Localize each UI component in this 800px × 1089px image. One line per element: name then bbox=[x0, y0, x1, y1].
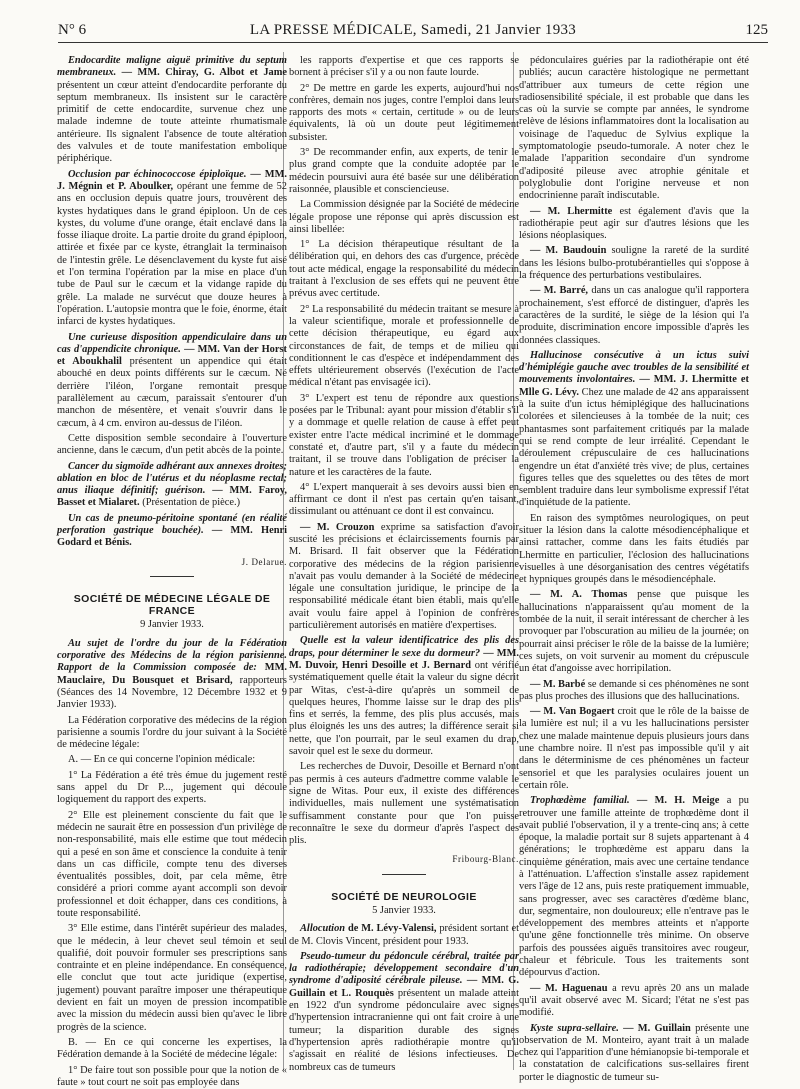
section-date: 5 Janvier 1933. bbox=[372, 905, 436, 916]
paragraph bbox=[57, 638, 287, 712]
paragraph bbox=[519, 795, 749, 979]
paragraph bbox=[289, 482, 519, 519]
item-title: Cancer du sigmoïde adhérant aux annexes droites; ablation en bloc de l'utérus et du néoplasme rectal; anus iliaque définitif; guérison. bbox=[57, 460, 287, 497]
paragraph-text: 4° L'expert manquerait à ses devoirs aussi bien en affirmant ce dont il n'est pas certain qu'en taisant, dissimulant ou atténuant ce dont il est convaincu. bbox=[289, 481, 519, 518]
paragraph bbox=[289, 923, 519, 948]
page-header bbox=[58, 20, 768, 43]
paragraph bbox=[289, 239, 519, 300]
paragraph bbox=[57, 433, 287, 458]
paragraph bbox=[289, 55, 519, 80]
column-2 bbox=[289, 55, 520, 1073]
author-signature: Fribourg-Blanc. bbox=[452, 854, 519, 865]
paragraph bbox=[57, 513, 287, 550]
author-names: — M. A. Thomas bbox=[530, 589, 628, 601]
paragraph-text: B. — En ce qui concerne les expertises, la Fédération demande à la Société de médecine légale: bbox=[57, 1036, 287, 1061]
author-names: MM. Mauclaire, Du Bousquet et Brisard, bbox=[57, 662, 287, 686]
paragraph bbox=[519, 983, 749, 1020]
section-date: 9 Janvier 1933. bbox=[140, 619, 204, 631]
author-names: — M. H. Meige bbox=[636, 795, 720, 807]
author-names: — M. Barbé bbox=[530, 678, 586, 690]
author-names: — MM. Chiray, G. Albot et Jame bbox=[121, 67, 287, 79]
paragraph-text: souligne la rareté de la surdité dans les lésions bulbo-protubérantielles qui s'oppose à la fréquence des perturbations vestibulaires. bbox=[519, 245, 749, 282]
paragraph-text: a revu après 20 ans un malade qu'il avait observé avec M. Sicard; l'état ne s'est pas modifié. bbox=[519, 982, 750, 1019]
paragraph bbox=[57, 169, 287, 329]
paragraph bbox=[519, 589, 749, 675]
section-title: SOCIÉTÉ DE NEUROLOGIE bbox=[331, 890, 477, 903]
paragraph-text: 3° De recommander enfin, aux experts, de tenir le plus grand compte que la conduite adoptée par le médecin poursuivi aura été basée sur une délibération raisonnée, plausible et consciencieuse. bbox=[289, 147, 519, 195]
item-title: Allocution bbox=[300, 923, 346, 935]
paragraph-text: exprime sa satisfaction d'avoir suscité les précisions et éclaircissements fournis par M. Brisard. Il fait observer que la Fédération corporative des médecins de la région parisienne n'avait pas voulu demander à la Société de médecine légale une consultation juridique, le principe de la responsabilité médicale étant bien établi, mais qu'elle avait voulu faire appel à l'opinion de confrères particulièrement autorisés en matière d'expertises. bbox=[289, 521, 519, 632]
paragraph bbox=[519, 1023, 749, 1084]
paragraph-text: ont vérifié systématiquement quelle était la valeur du signe décrit par Witas, c'est-à-dire qu'après un sommeil de quelques heures, l'homme laisse sur le drap des plis fins et serrés, la femme, des plis plus accusés, mais plus éloignés les uns des autres; la différence serait si nette, que l'on pourrait, par le seul examen du drap, savoir quel est le sexe du dormeur. bbox=[289, 659, 519, 758]
paragraph bbox=[519, 513, 749, 587]
masthead-title: LA PRESSE MÉDICALE, Samedi, 21 Janvier 1933 bbox=[249, 22, 577, 38]
paragraph-text: En raison des symptômes neurologiques, on peut situer la lésion dans la calotte mésodiencéphalique et ainsi rattacher, comme dans les faits étudiés par Lhermitte en particulier, l'éclosion des hallucinations visuelles à une désorganisation des centres végétatifs et hypniques groupés dans le mésodiencéphale. bbox=[519, 512, 749, 586]
author-names: — M. Barré, bbox=[530, 285, 589, 297]
paragraph bbox=[289, 761, 519, 847]
paragraph-text: Chez une malade de 42 ans apparaissent à la suite d'un ictus hémiplégique des hallucinations colorées et silencieuses à la tombée de la nuit; ces phantasmes sont parfaitement critiqués par la malade qui se rend compte de leur irréalité. Cependant le déroulement crépusculaire de ces hallucinations engendre un état d'anxiété très vive; de plus, certaines figures telles que des squelettes ou des têtes de mort semblent traduire dans leur symbolisme expressif l'état d'inquiétude de la patiente. bbox=[519, 386, 749, 509]
paragraph-text: dans un cas analogue qu'il rapportera prochainement, s'est efforcé de distinguer, d'après les caractères de la surdité, le siège de la lésion qui l'a produite, discrimination encore impossible d'après les données classiques. bbox=[519, 285, 749, 346]
author-names: — M. Guillain bbox=[623, 1022, 691, 1034]
author-names: — MM. Van der Horst et Aboukhalil bbox=[57, 343, 287, 368]
paragraph bbox=[289, 393, 519, 479]
paragraph bbox=[289, 83, 519, 144]
paragraph-text: président sortant et de M. Clovis Vincent, président pour 1933. bbox=[289, 923, 519, 947]
author-names: — M. Lhermitte bbox=[530, 205, 613, 217]
paragraph-text: 2° Elle est pleinement consciente du fait que le médecin ne saurait être en possession d'un privilège de non-responsabilité, mais elle estime que tout médecin qui a pesé en son âme et conscience la conduite à tenir dans un cas difficile, compte tenu des diverses éventualités possibles, doit, par cela même, être considéré a priori comme ayant accompli son devoir professionnel et doit échapper, dans ces conditions, à toute responsabilité. bbox=[57, 809, 287, 919]
paragraph bbox=[289, 951, 519, 1074]
item-title: Hallucinose consécutive à un ictus suivi d'hémiplégie gauche avec troubles de la sensibilité et mouvements involontaires. bbox=[519, 349, 749, 386]
page-number: 125 bbox=[745, 22, 768, 38]
author-signature: J. Delarue. bbox=[241, 556, 287, 567]
section-title: SOCIÉTÉ DE MÉDECINE LÉGALE DE FRANCE bbox=[73, 592, 271, 618]
paragraph-text: rapporteurs (Séances des 14 Novembre, 12 Décembre 1932 et 9 Janvier 1933). bbox=[57, 674, 287, 711]
paragraph bbox=[57, 754, 287, 766]
paragraph-text: 2° La responsabilité du médecin traitant se mesure à la valeur scientifique, morale et professionnelle de cette décision thérapeutique, eu égard aux circonstances de fait, de temps et de milieu qui conditionnent le cas d'espèce et indépendamment des effets ultérieurement observés (l'exécution de l'acte médical n'étant pas envisagée ici). bbox=[289, 303, 519, 389]
item-title: Pseudo-tumeur du pédoncule cérébral, traitée par la radiothérapie; développement secondaire d'un syndrome d'adiposité cérébrale pileuse. bbox=[289, 950, 519, 987]
column-3 bbox=[519, 55, 750, 1083]
item-title: Occlusion par échinococcose épiploïque. bbox=[68, 168, 247, 180]
paragraph bbox=[57, 461, 287, 510]
paragraph-text: les rapports d'expertise et que ces rapports se bornent à préciser s'il y a ou non faute lourde. bbox=[289, 55, 519, 79]
author-names: — MM. J. Mégnin et P. Aboulker, bbox=[57, 168, 287, 192]
paragraph bbox=[519, 350, 749, 510]
author-names: — MM. Henri Godard et Bénis. bbox=[57, 524, 287, 549]
paragraph-text: se demande si ces phénomènes ne sont pas plus proches des illusions que des hallucinations. bbox=[519, 678, 750, 702]
paragraph bbox=[57, 1065, 287, 1089]
paragraph-text: Cette disposition semble secondaire à l'ouverture ancienne, dans le cæcum, d'un petit abcès de la pointe. bbox=[57, 432, 287, 457]
paragraph bbox=[57, 770, 287, 807]
paragraph bbox=[519, 55, 749, 203]
item-title: Endocardite maligne aiguë primitive du septum membraneux. bbox=[57, 55, 287, 79]
paragraph bbox=[519, 706, 749, 792]
paragraph bbox=[57, 1037, 287, 1062]
paragraph-text: opérant une femme de 52 ans en occlusion depuis quatre jours, trouvèrent des kystes hydatiques dans le grand épiploon. Un de ces kystes, du volume d'une orange, était enclavé dans la fosse iliaque droite. La partie droite du grand épiploon, attirée et fixée par ce kyste, étranglait la terminaison de l'intestin grêle. Le désenclavement du kyste fut aisé et l'on termina l'opération par la mise en place d'un tube de Paul sur le cæcum et la vidange rapide du grêle. La malade ne survécut que douze heures à l'opération. L'autopsie montra que le foie, énorme, était infarci de kystes hydatiques. bbox=[57, 180, 287, 328]
item-title: Kyste supra-sellaire. bbox=[530, 1022, 619, 1034]
paragraph-text: présentent un malade atteint en 1922 d'un syndrome pédonculaire avec signes d'hypertension intracranienne qui ont fait croire à une tumeur; la disparition durable des signes d'hypertension après radiothérapie montre qu'il s'agissait en réalité de lésions infectieuses. De nombreux cas de tumeurs bbox=[289, 987, 519, 1073]
paragraph-text: pédonculaires guéries par la radiothérapie ont été publiés; aucun caractère histologique ne permettant d'attribuer aux tumeurs de cette région une radiosensibilité spéciale, il est probable que dans les cas où la survie se compte par années, le syndrome relève de lésions inflammatoires dont la localisation au voisinage de l'aqueduc de Sylvius explique la symptomatologie pseudo-tumorale. A noter chez le malade l'apparition secondaire d'un syndrome d'adiposité pileuse avec atrophie génitale et polyglobulie dont l'origine nerveuse et non endocrinienne paraît indiscutable. bbox=[519, 55, 749, 202]
paragraph bbox=[289, 304, 519, 390]
paragraph-text: La Fédération corporative des médecins de la région parisienne a soumis l'ordre du jour suivant à la Société de médecine légale: bbox=[57, 714, 287, 751]
paragraph bbox=[289, 147, 519, 196]
paragraph-text: La Commission désignée par la Société de médecine légale propose une réponse qui après discussion est ainsi libellée: bbox=[289, 199, 519, 235]
paragraph-text: Les recherches de Duvoir, Desoille et Bernard n'ont pas permis à ces auteurs d'admettre comme valable le signe de Witas. Pour eux, il existe des différences individuelles, mais nullement une systématisation suffisamment constante pour que l'on puisse reconnaître le sexe du dormeur d'après l'aspect des plis. bbox=[289, 761, 519, 847]
author-names: — M. Haguenau bbox=[530, 982, 608, 994]
paragraph-text: est également d'avis que la radiothérapie peut agir sur d'autres lésions que les lésions néoplasiques. bbox=[519, 205, 749, 242]
author-names: — M. Van Bogaert bbox=[530, 706, 615, 718]
author-names: de M. Lévy-Valensi, bbox=[347, 923, 437, 935]
paragraph-text: pense que puisque les hallucinations n'apparaissent qu'au moment de la tombée de la nuit, il serait intéressant de chercher à les provoquer par l'obscuration au milieu de la journée; on pourrait ainsi préciser le rôle de la baisse de la lumière; ces sujets, on voit survenir au moment du crépuscule un état d'angoisse avec horripilation. bbox=[519, 589, 749, 675]
paragraph bbox=[519, 206, 749, 243]
paragraph bbox=[289, 199, 519, 236]
author-names: — MM. Faroy, Basset et Mialaret. bbox=[57, 485, 287, 509]
section-divider bbox=[382, 874, 426, 875]
item-title: Un cas de pneumo-péritoine spontané (en réalité perforation gastrique bouchée). bbox=[57, 512, 287, 536]
section-divider bbox=[150, 576, 194, 577]
paragraph bbox=[519, 679, 749, 704]
paragraph-text: 1° La décision thérapeutique résultant de la délibération qui, en dehors des cas d'urgence, précède tout acte médical, engage la responsabilité du médecin traitant à l'exclusion de ses effets qui ne peuvent être prévus avec certitude. bbox=[289, 239, 519, 300]
paragraph-text: croit que le rôle de la baisse de la lumière est nul; il a vu les hallucinations persister chez une malade maintenue depuis plusieurs jours dans une chambre noire. Il n'est pas impossible qu'il y ait dans le déterminisme de ces phénomènes un facteur sensoriel et que les paralysies oculaires jouent un certain rôle. bbox=[519, 706, 750, 791]
paragraph bbox=[289, 635, 519, 758]
paragraph bbox=[519, 245, 749, 282]
paragraph-text: (Présentation de pièce.) bbox=[142, 497, 241, 509]
paragraph bbox=[519, 285, 749, 346]
issue-number: N° 6 bbox=[58, 22, 87, 38]
paragraph bbox=[57, 810, 287, 921]
author-names: — MM. J. Lhermitte et Mlle G. Lévy. bbox=[519, 374, 749, 398]
paragraph-text: 3° L'expert est tenu de répondre aux questions posées par le Tribunal: ayant pour mission d'établir s'il y a dommage et quelle relation de cause à effet peut exister entre l'acte médical incriminé et le dommage constaté et, d'autre part, s'il y a faute du médecin traitant, il se trouve dans l'obligation de préciser la nature et les caractères de la faute. bbox=[289, 392, 519, 478]
paragraph bbox=[57, 55, 287, 166]
paragraph bbox=[289, 522, 519, 633]
author-names: — MM. G. Guillain et L. Rouquès bbox=[289, 975, 519, 999]
paragraph-text: 1° De faire tout son possible pour que la notion de « faute » tout court ne soit pas employée dans bbox=[57, 1064, 287, 1088]
paragraph bbox=[57, 715, 287, 752]
paragraph-text: a pu retrouver une famille atteinte de trophœdème dont il avait publié l'observation, il y a trente-cinq ans; à cette époque, la maladie portait sur 8 sujets appartenant à 4 générations; le trophœdème est apparu dans la cinquième génération, mais avec une certaine tendance à l'atténuation. L'affection s'installe assez rapidement vers l'âge de 12 ans, puis reste pratiquement immuable, sans progresser, avec ses caractères d'œdème blanc, dur, segmentaire, non douloureux; elle n'entrave pas le développement des membres atteints et n'apporte qu'une gêne fonctionnelle très minime. On observe parfois des poussées aiguës transitoires avec rougeur, chaleur et fébricule. Tous les traitements sont dépourvus d'action. bbox=[519, 795, 749, 979]
paragraph-text: présentent un cœur atteint d'endocardite perforante du septum membraneux. Ils insistent sur le caractère primitif de cette endocardite, survenue chez une malade indemne de toute atteinte rhumatismale antérieure. Ils signalent l'absence de toute altération des valvules et de toute manifestation embolique périphérique. bbox=[57, 79, 287, 165]
author-names: — M. Baudouin bbox=[530, 245, 607, 257]
paragraph-text: 3° Elle estime, dans l'intérêt supérieur des malades, que le médecin, à leur chevet seul témoin et seul qualifié, doit pouvoir formuler ses prescriptions sans contrainte et en pleine indépendance. En conséquence, elle conclut que tout acte juridique (expertise, jugement) pouvant paraître imposer une thérapeutique devient en fait un moyen de pression incompatible avec la mission du médecin aussi bien qu'avec le libre progrès de la science. bbox=[57, 923, 287, 1033]
paragraph bbox=[57, 923, 287, 1034]
paragraph-text: A. — En ce qui concerne l'opinion médicale: bbox=[68, 754, 256, 766]
author-names: — M. Crouzon bbox=[300, 521, 375, 533]
item-title: Trophœdème familial. bbox=[530, 795, 630, 807]
paragraph-text: 2° De mettre en garde les experts, aujourd'hui nos confrères, demain nos juges, contre l'emploi dans leurs rapports des mots « certain, certitude » ou de leurs équivalents, là où un doute peut légitimement subsister. bbox=[289, 82, 519, 143]
column-1 bbox=[57, 55, 287, 1088]
paragraph-text: présentent un appendice qui était abouché en deux points différents sur le cæcum. Né derrière l'iléon, l'organe remontait presque parallèlement au cæcum, paraissait s'entourer d'un manchon de mésentère, et venait s'ouvrir dans le cæcum, à 4 cm. environ au-dessus de l'iléon. bbox=[57, 356, 287, 429]
author-names: — MM. M. Duvoir, Henri Desoille et J. Bernard bbox=[289, 647, 520, 671]
item-title: Une curieuse disposition appendiculaire dans un cas d'appendicite chronique. bbox=[57, 331, 287, 355]
item-title: Quelle est la valeur identificatrice des plis des draps, pour déterminer le sexe du dormeur? bbox=[289, 635, 519, 659]
paragraph-text: 1° La Fédération a été très émue du jugement resté sans appel du Dr P..., jugement qui découle logiquement du rapport des experts. bbox=[57, 769, 287, 806]
item-title: Au sujet de l'ordre du jour de la Fédération corporative des Médecins de la région parisienne. Rapport de la Commission composée de: bbox=[57, 637, 287, 674]
paragraph-text: présente une observation de M. Monteiro, ayant trait à un malade chez qui l'apparition d'une hémianopsie bi-temporale et la constatation de calcifications sus-sellaires firent porter le diagnostic de tumeur su- bbox=[519, 1022, 750, 1083]
paragraph bbox=[57, 332, 287, 430]
